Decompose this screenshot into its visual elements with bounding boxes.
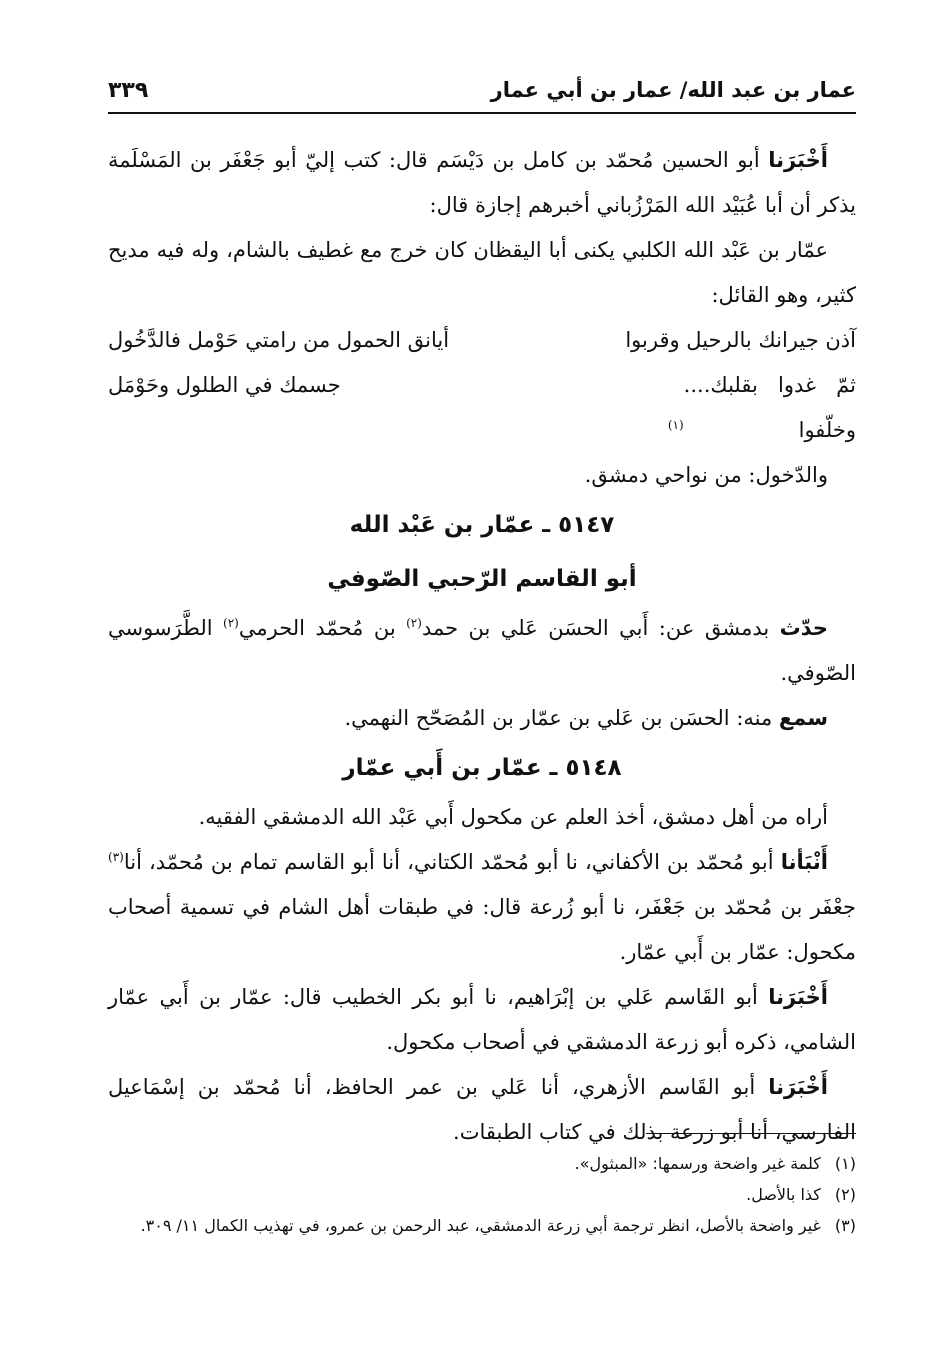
footnote-ref: (٢) [223,616,239,630]
akhbarana-keyword: أَخْبَرَنا [768,985,828,1009]
akhbarana-keyword: أَخْبَرَنا [768,148,828,172]
footnote-number: (٢) [834,1185,856,1204]
entry-heading: ٥١٤٨ ـ عمّار بن أَبي عمّار [342,755,622,781]
footnote-divider [646,1133,856,1134]
haddath-paragraph: حدّث بدمشق عن: أَبي الحسَن عَلي بن حمد$^{(٢)}$ بن مُحمّد الحرمي$^{(٢)}$ الطَّرَسوسي الصّوفي. [108,616,856,685]
poem-verse [108,363,856,453]
footnote-number: (٣) [834,1216,856,1235]
footnote [108,1179,856,1210]
samia-paragraph: سمع منه: الحسَن بن عَلي بن عمّار بن المُصَحّح النهمي. [344,706,828,730]
footnote-ref: (٣) [108,850,124,864]
footnote-ref: (١) [667,418,684,432]
isnad-paragraph: أَنْبَأنا أبو مُحمّد بن الأكفاني، نا أبو مُحمّد الكتاني، أنا أبو القاسم تمام بن مُحمّد، أنا$^{(٣)}$ جعْفَر بن مُحمّد بن جَعْفَر، نا أبو زُرعة قال: في طبقات أهل الشام في تسمية أصحاب مكحول: عمّار بن أَبي عمّار. [108,850,856,964]
entry-subheading: أبو القاسم الرّحبي الصّوفي [327,566,637,592]
paragraph-text: أبو الحسين مُحمّد بن كامل بن دَيْسَم قال: كتب إليّ أبو جَعْفَر بن المَسْلَمة يذكر أن أبا عُبَيْد الله المَرْزُباني أخبرهم إجازة قال: [108,148,856,217]
verse-second-hemistich: جسمك في الطلول وحَوْمَل [108,373,341,397]
footnote-number: (١) [834,1154,856,1173]
gloss-paragraph: والدّخول: من نواحي دمشق. [584,463,828,487]
samia-keyword: سمع [778,706,828,730]
verse-first-hemistich: ثمّ غدوا بقلبك.... وخلّفوا$^{(١)}$ [667,373,856,442]
page-header [108,68,856,114]
verse-first-hemistich: آذن جيرانك بالرحيل وقربوا [625,328,856,352]
footnote-ref: (٢) [406,616,422,630]
footnotes [108,1148,856,1241]
isnad-paragraph [108,138,856,228]
verse-second-hemistich: أيانق الحمول من رامتي حَوْمل فالدَّخُول [108,328,450,352]
footnote-text: كذا بالأصل. [746,1185,821,1204]
haddath-keyword: حدّث [779,616,828,640]
poem-verse [108,318,856,363]
footnote-text: كلمة غير واضحة ورسمها: «المبثول». [574,1154,821,1173]
footnote [108,1148,856,1179]
entry-heading: ٥١٤٧ ـ عمّار بن عَبْد الله [349,512,615,538]
footnote-text: غير واضحة بالأصل، انظر ترجمة أبي زرعة الدمشقي، عبد الرحمن بن عمرو، في تهذيب الكمال ١١/ ٣٠٩. [140,1216,821,1235]
page-number: ٣٣٩ [108,77,149,103]
running-title: عمار بن عبد الله/ عمار بن أبي عمار [490,78,856,102]
biography-paragraph: عمّار بن عَبْد الله الكلبي يكنى أبا اليقظان كان خرج مع غطيف بالشام، وله فيه مديح كثير، وهو القائل: [108,238,856,307]
anbaana-keyword: أَنْبَأنا [780,850,828,874]
akhbarana-keyword: أَخْبَرَنا [768,1075,828,1099]
isnad-paragraph: أَخْبَرَنا أبو القَاسم عَلي بن إبْرَاهيم، نا أبو بكر الخطيب قال: عمّار بن أَبي عمّار الشامي، ذكره أبو زرعة الدمشقي في أصحاب مكحول. [108,985,856,1054]
intro-paragraph: أراه من أهل دمشق، أخذ العلم عن مكحول أَبي عَبْد الله الدمشقي الفقيه. [198,805,828,829]
main-text [108,138,856,1155]
footnote [108,1210,856,1241]
isnad-paragraph: أَخْبَرَنا أبو القَاسم الأزهري، أنا عَلي بن عمر الحافظ، أنا مُحمّد بن إسْمَاعيل الفارسي، أنا أبو زرعة بذلك في كتاب الطبقات. [108,1075,856,1144]
